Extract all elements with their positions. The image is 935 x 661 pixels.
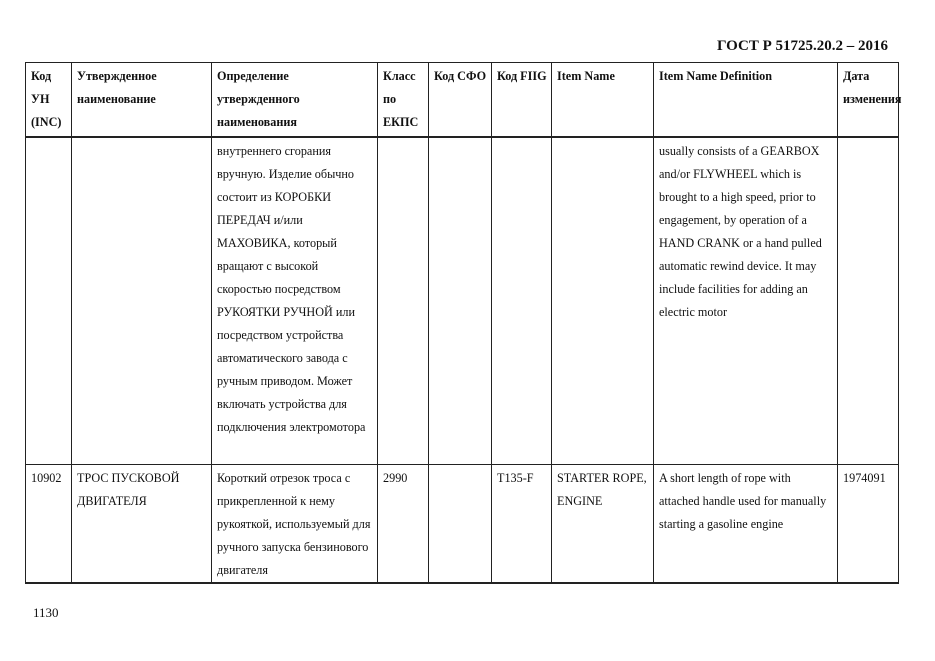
column-header-definition-en: Item Name Definition [654, 63, 838, 138]
cell-approved-name: ТРОС ПУСКОВОЙ ДВИГАТЕЛЯ [72, 465, 212, 584]
column-header-fiig: Код FIIG [492, 63, 552, 138]
column-header-definition-ru: Определение утвержденного наименования [212, 63, 378, 138]
cell-definition-en: usually consists of a GEARBOX and/or FLYWHEEL which is brought to a high speed, prior to engagement, by operation of a HAND CRANK or a hand pulled automatic rewind device. It may include facilities for adding an electric motor [654, 137, 838, 465]
cell-item-name [552, 137, 654, 465]
document-standard-header: ГОСТ Р 51725.20.2 – 2016 [716, 38, 888, 54]
cell-inc: 10902 [26, 465, 72, 584]
cell-definition-en: A short length of rope with attached handle used for manually starting a gasoline engine [654, 465, 838, 584]
page-number: 1130 [33, 605, 59, 620]
column-header-inc: Код УН (INC) [26, 63, 72, 138]
cell-inc [26, 137, 72, 465]
column-header-item-name: Item Name [552, 63, 654, 138]
table-header-row [26, 63, 899, 138]
table-row [26, 465, 899, 584]
table-row [26, 137, 899, 465]
cell-class: 2990 [378, 465, 429, 584]
cell-sfo [429, 465, 492, 584]
cell-date: 1974091 [838, 465, 899, 584]
specification-table [25, 62, 902, 584]
column-header-sfo: Код СФО [429, 63, 492, 138]
cell-definition-ru: Короткий отрезок троса с прикрепленной к нему рукояткой, используемый для ручного запуска бензинового двигателя [212, 465, 378, 584]
column-header-approved-name: Утвержденное наименование [72, 63, 212, 138]
cell-sfo [429, 137, 492, 465]
cell-definition-ru: внутреннего сгорания вручную. Изделие обычно состоит из КОРОБКИ ПЕРЕДАЧ и/или МАХОВИКА, который вращают с высокой скоростью посредством РУКОЯТКИ РУЧНОЙ или посредством устройства автоматического завода с ручным приводом. Может включать устройства для подключения электромотора [212, 137, 378, 465]
cell-item-name: STARTER ROPE, ENGINE [552, 465, 654, 584]
cell-fiig: T135-F [492, 465, 552, 584]
cell-date [838, 137, 899, 465]
cell-approved-name [72, 137, 212, 465]
cell-class [378, 137, 429, 465]
column-header-date: Дата изменения [838, 63, 899, 138]
cell-fiig [492, 137, 552, 465]
column-header-class: Класс по ЕКПС [378, 63, 429, 138]
